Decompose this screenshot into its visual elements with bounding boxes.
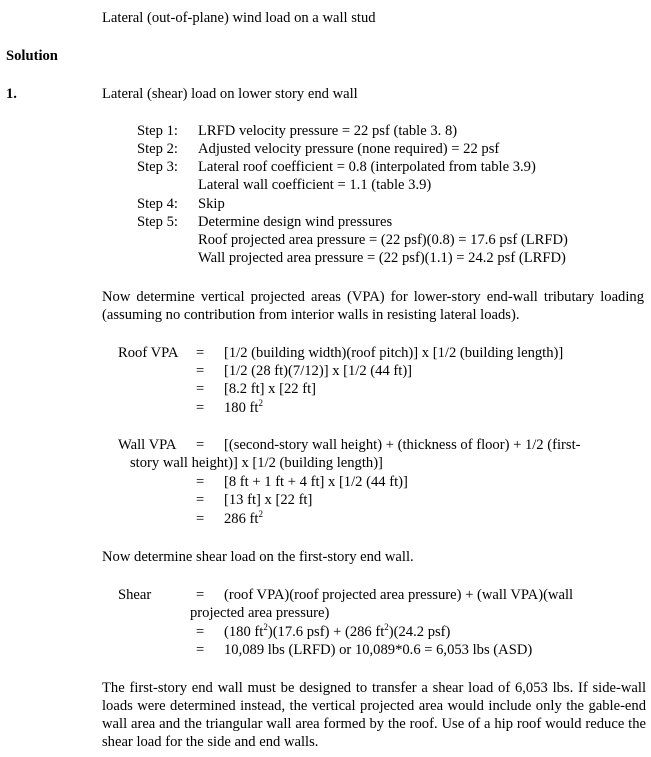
shear-intro: Now determine shear load on the first-story end wall. — [102, 549, 414, 565]
wall-vpa-line: [13 ft] x [22 ft] — [224, 492, 313, 508]
equals-sign: = — [196, 363, 205, 379]
roof-vpa-line: [1/2 (building width)(roof pitch)] x [1/2 (building length)] — [224, 345, 564, 361]
wall-vpa-line: [8 ft + 1 ft + 4 ft] x [1/2 (44 ft)] — [224, 474, 408, 490]
step-text: Determine design wind pressures — [198, 214, 393, 230]
step-label: Step 4: — [137, 196, 178, 212]
step-text: Lateral roof coefficient = 0.8 (interpolated from table 3.9) — [198, 159, 536, 175]
step-label: Step 5: — [137, 214, 178, 230]
conclusion-paragraph: The first-story end wall must be designed to transfer a shear load of 6,053 lbs. If side-wall loads were determined instead, the vertical projected area would include only the gable-end wall area and the triangular wall area formed by the roof. Use of a hip roof would reduce the shear load for the side and end walls. — [102, 680, 646, 750]
shear-line: projected area pressure) — [190, 605, 330, 621]
equals-sign: = — [196, 400, 205, 416]
roof-vpa-result: 180 $ft^2$ — [224, 398, 263, 416]
step-text: Adjusted velocity pressure (none required) = 22 psf — [198, 141, 500, 157]
equals-sign: = — [196, 345, 205, 361]
shear-result: 10,089 lbs (LRFD) or 10,089*0.6 = 6,053 lbs (ASD) — [224, 642, 533, 658]
item-title: Lateral (shear) load on lower story end wall — [102, 86, 358, 102]
step-label: Step 2: — [137, 141, 178, 157]
roof-vpa-line: [1/2 (28 ft)(7/12)] x [1/2 (44 ft)] — [224, 363, 413, 379]
step-text: Skip — [198, 196, 225, 212]
wall-vpa-label: Wall VPA — [118, 437, 177, 453]
step-text: LRFD velocity pressure = 22 psf (table 3. 8) — [198, 123, 458, 139]
step-text: Lateral wall coefficient = 1.1 (table 3.9) — [198, 177, 432, 193]
step-text: Wall projected area pressure = (22 psf)(1.1) = 24.2 psf (LRFD) — [198, 250, 566, 266]
step-label: Step 3: — [137, 159, 178, 175]
vpa-intro-paragraph: Now determine vertical projected areas (VPA) for lower-story end-wall tributary loading (assuming no contribution from interior walls in resisting lateral loads). — [102, 289, 644, 323]
equals-sign: = — [196, 642, 205, 658]
equals-sign: = — [196, 474, 205, 490]
wall-vpa-line: story wall height)] x [1/2 (building length)] — [130, 455, 383, 471]
solution-heading: Solution — [6, 48, 58, 64]
step-label: Step 1: — [137, 123, 178, 139]
shear-label: Shear — [118, 587, 152, 603]
roof-vpa-line: [8.2 ft] x [22 ft] — [224, 381, 316, 397]
equals-sign: = — [196, 381, 205, 397]
equals-sign: = — [196, 511, 205, 527]
wall-vpa-line: [(second-story wall height) + (thickness of floor) + 1/2 (first- — [224, 437, 581, 453]
equals-sign: = — [196, 492, 205, 508]
wall-vpa-result: 286 $ft^2$ — [224, 509, 263, 527]
equals-sign: = — [196, 587, 205, 603]
equals-sign: = — [196, 437, 205, 453]
page-title: Lateral (out-of-plane) wind load on a wall stud — [102, 10, 376, 26]
step-text: Roof projected area pressure = (22 psf)(0.8) = 17.6 psf (LRFD) — [198, 232, 568, 248]
item-number: 1. — [6, 86, 17, 102]
equals-sign: = — [196, 624, 205, 640]
shear-line: (roof VPA)(roof projected area pressure) + (wall VPA)(wall — [224, 587, 574, 603]
roof-vpa-label: Roof VPA — [118, 345, 179, 361]
shear-line: (180 $ft^2)(17.6$ psf) + (286 $ft^2)(24.2$ psf) — [224, 622, 451, 640]
